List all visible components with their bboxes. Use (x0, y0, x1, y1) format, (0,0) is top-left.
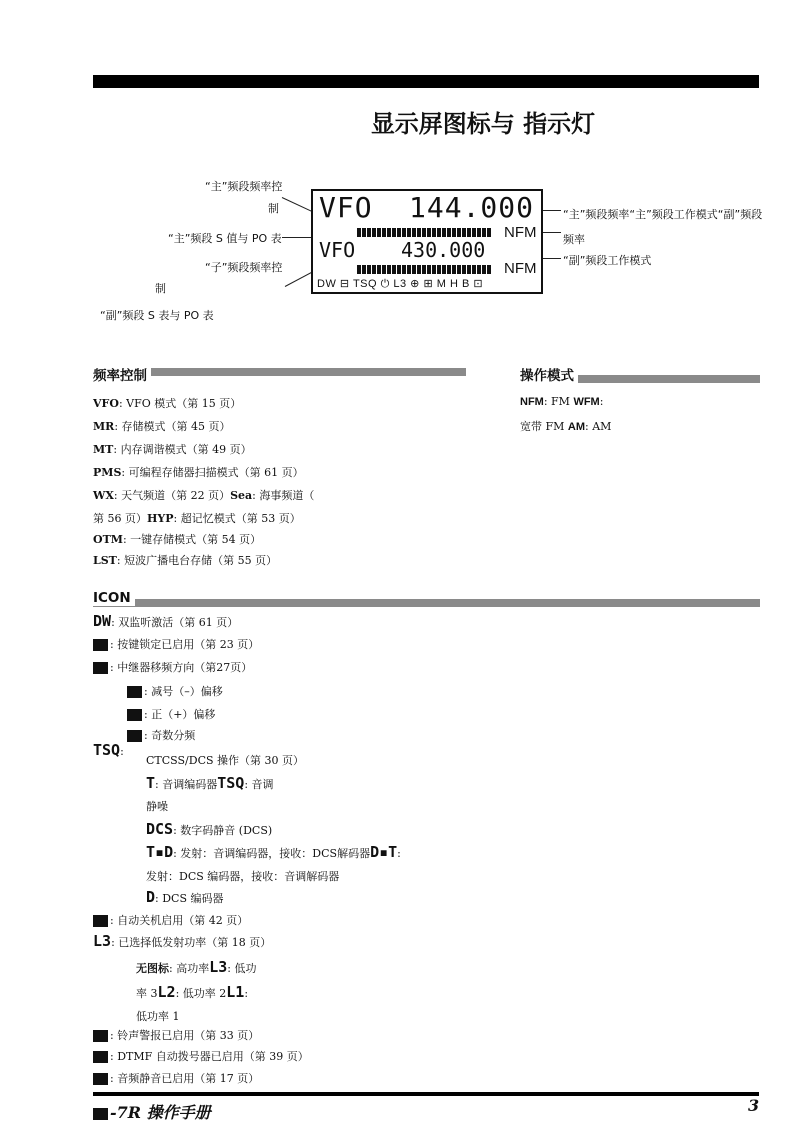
tsq-icon: TSQ (93, 741, 121, 759)
mute-icon (93, 1073, 108, 1085)
leader-line (282, 197, 315, 213)
lcd-nfm-main: NFM (504, 224, 537, 241)
t-icon: T (388, 843, 398, 861)
power-timer-icon (93, 915, 108, 927)
callout-sub-freq: “子”频段频率控 (205, 261, 283, 274)
lcd-row-main (319, 191, 535, 224)
model-logo-icon (93, 1108, 108, 1120)
freq-item: VFO: VFO 模式（第 15 页） (93, 397, 242, 410)
icon-item-dtmf: : DTMF 自动拨号器已启用（第 39 页） (93, 1048, 309, 1064)
icon-item-dcs: DCS: 数字码静音 (DCS) (146, 820, 273, 838)
footer-title: -7R 操作手册 (93, 1100, 211, 1123)
callout-sub-freq-2: 制 (155, 282, 166, 295)
icon-item-mute: : 音频静音已启用（第 17 页） (93, 1070, 259, 1086)
freq-item: PMS: 可编程存储器扫描模式（第 61 页） (93, 466, 304, 479)
t-icon: T (146, 774, 156, 792)
icon-item-apo: : 自动关机启用（第 42 页） (93, 912, 248, 928)
freq-item: OTM: 一键存储模式（第 54 页） (93, 533, 262, 546)
d-icon: D (164, 843, 174, 861)
icon-item-lock: : 按键锁定已启用（第 23 页） (93, 636, 259, 652)
l3-icon: L3 (93, 932, 112, 950)
freq-item: MT: 内存调谐模式（第 49 页） (93, 443, 252, 456)
callout-main-freq-2: 制 (268, 202, 279, 215)
dcs-icon: DCS (146, 820, 174, 838)
power-line-1: 无图标: 高功率L3: 低功 (136, 958, 257, 976)
top-bar (93, 75, 759, 88)
icon-item-d: D: DCS 编码器 (146, 888, 224, 906)
freq-control-heading: 频率控制 (93, 364, 151, 384)
icon-item-odd: : 奇数分频 (127, 727, 195, 743)
icon-item-td: T▪D: 发射：音调编码器，接收：DCS解码器D▪T: (146, 843, 401, 861)
callout-main-freq: “主”频段频率控 (205, 180, 283, 193)
lcd-freq-sub: 430.000 (401, 238, 486, 262)
op-mode-line: 宽带 FM AM: AM (520, 420, 612, 433)
minus-shift-icon (127, 686, 142, 698)
lcd-icon-row: DW ⊟ TSQ ⏻ L3 ⊕ ⊞ M H B ⊡ (317, 278, 484, 290)
freq-item: LST: 短波广播电台存储（第 55 页） (93, 554, 278, 567)
l3-icon: L3 (209, 958, 228, 976)
s-meter-sub (357, 265, 492, 274)
power-line-2: 率 3L2: 低功率 2L1: (136, 983, 249, 1001)
icon-item-bell: : 铃声警报已启用（第 33 页） (93, 1027, 259, 1043)
bell-icon (93, 1030, 108, 1042)
page-number: 3 (748, 1096, 760, 1115)
section-bar (93, 599, 760, 607)
callout-sub-s-po: “副”频段 S 表与 PO 表 (100, 309, 214, 322)
op-mode-line: NFM: FM WFM: (520, 395, 604, 408)
dw-icon: DW (93, 612, 112, 630)
dtmf-icon (93, 1051, 108, 1063)
bottom-bar (93, 1092, 759, 1096)
plus-shift-icon (127, 709, 142, 721)
icon-heading: ICON (93, 590, 135, 606)
power-line-3: 低功率 1 (136, 1010, 180, 1023)
freq-item: WX: 天气频道（第 22 页）Sea: 海事频道（ (93, 489, 315, 502)
icon-item-tsq: TSQ: (93, 741, 124, 759)
op-mode-heading: 操作模式 (520, 364, 578, 384)
l2-icon: L2 (157, 983, 176, 1001)
ctcss-line: CTCSS/DCS 操作（第 30 页） (146, 754, 305, 767)
d-icon: D (146, 888, 156, 906)
lcd-freq-main: 144.000 (409, 191, 535, 224)
icon-item-l3: L3: 已选择低发射功率（第 18 页） (93, 932, 272, 950)
odd-split-icon (127, 730, 142, 742)
page-title: 显示屏图标与 指示灯 (370, 110, 596, 138)
lcd-vfo-main: VFO (319, 191, 373, 224)
l1-icon: L1 (226, 983, 245, 1001)
icon-item-t: T: 音调编码器TSQ: 音调 (146, 774, 274, 792)
d-icon: D (370, 843, 380, 861)
callout-right-main: “主”频段频率“主”频段工作模式“副”频段 (563, 208, 763, 221)
lcd-display (311, 189, 543, 294)
lock-icon (93, 639, 108, 651)
icon-item-plus: : 正（+）偏移 (127, 706, 215, 722)
t-icon: T (146, 843, 156, 861)
freq-item: MR: 存储模式（第 45 页） (93, 420, 231, 433)
lcd-nfm-sub: NFM (504, 260, 537, 277)
lcd-row-sub (319, 238, 486, 262)
s-meter-main (357, 228, 492, 237)
dt-line-2: 发射：DCS 编码器，接收：音调解码器 (146, 870, 340, 883)
tsq-icon: TSQ (217, 774, 245, 792)
callout-right-main-2: 频率 (563, 233, 585, 246)
icon-item-minus: : 减号（–）偏移 (127, 683, 223, 699)
freq-item: 第 56 页）HYP: 超记忆模式（第 53 页） (93, 512, 301, 525)
callout-main-s-po: “主”频段 S 值与 PO 表 (168, 232, 282, 245)
shift-icon (93, 662, 108, 674)
icon-item-dw: DW: 双监听激活（第 61 页） (93, 612, 239, 630)
lcd-vfo-sub: VFO (319, 238, 356, 262)
callout-right-sub-mode: “副”频段工作模式 (563, 254, 652, 267)
icon-item-shift: : 中继器移频方向（第27页） (93, 659, 252, 675)
tsq-line-2: 静噪 (146, 800, 168, 813)
